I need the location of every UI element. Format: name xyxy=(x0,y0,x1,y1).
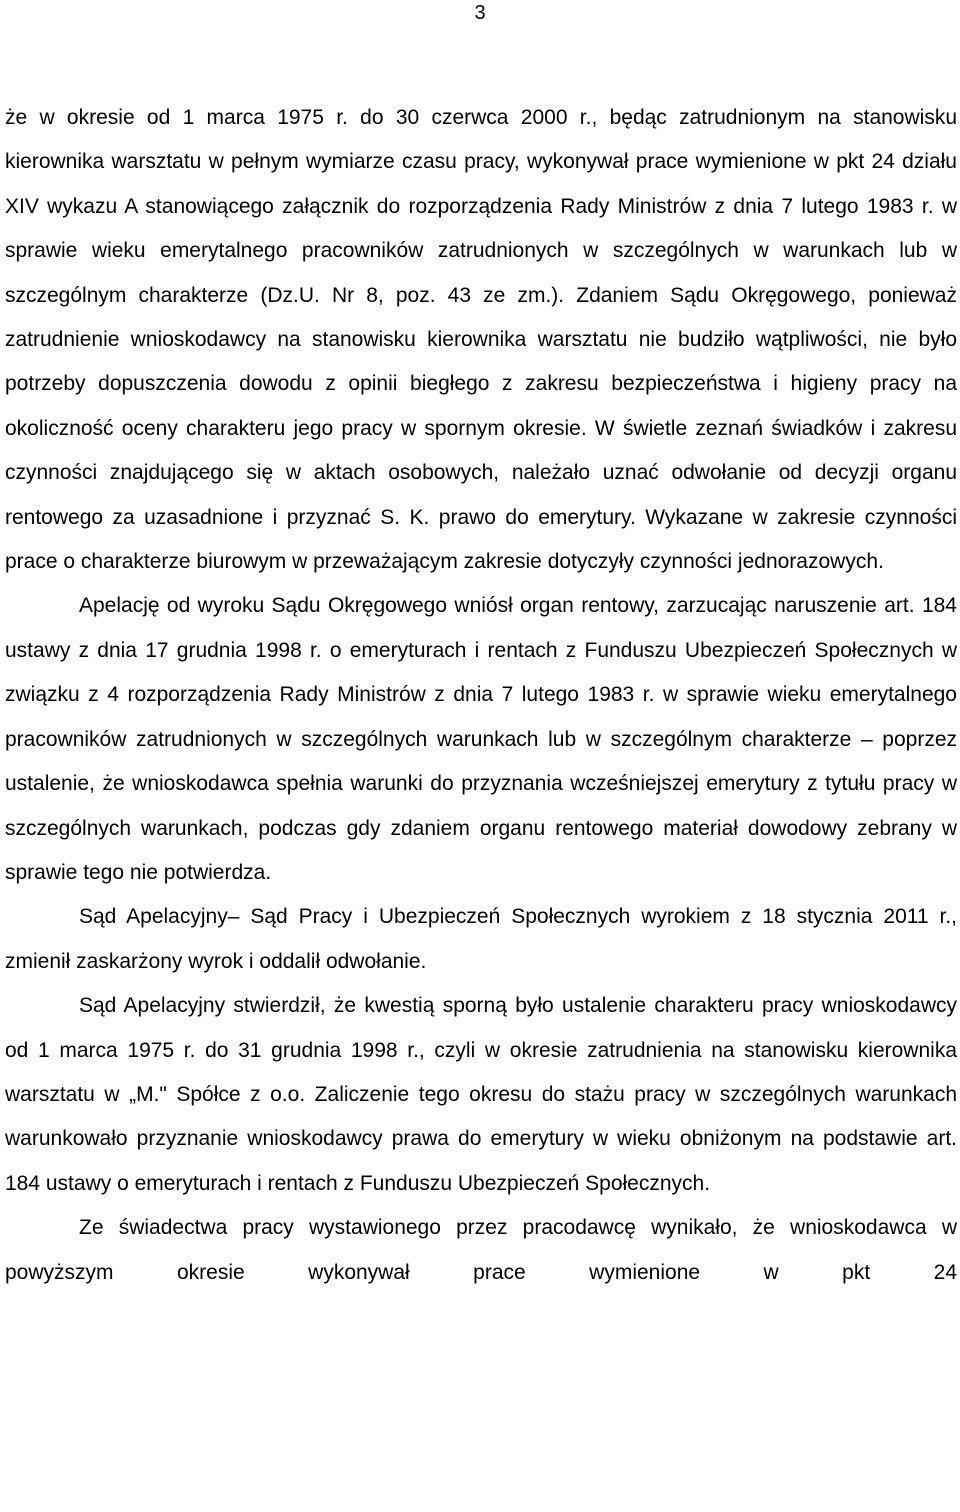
paragraph-3: Sąd Apelacyjny– Sąd Pracy i Ubezpieczeń Społecznych wyrokiem z 18 stycznia 2011 r., zmienił zaskarżony wyrok i oddalił odwołanie. xyxy=(5,905,957,973)
paragraph-5: Ze świadectwa pracy wystawionego przez pracodawcę wynikało, że wnioskodawca w powyższym okresie wykonywał prace wymienione w pkt 24 xyxy=(5,1216,957,1284)
paragraph-4: Sąd Apelacyjny stwierdził, że kwestią sporną było ustalenie charakteru pracy wnioskodawcy od 1 marca 1975 r. do 31 grudnia 1998 r., czyli w okresie zatrudnienia na stanowisku kierownika warsztatu w „M." Spółce z o.o. Zaliczenie tego okresu do stażu pracy w szczególnych warunkach warunkowało przyznanie wnioskodawcy prawa do emerytury w wieku obniżonym na podstawie art. 184 ustawy o emeryturach i rentach z Funduszu Ubezpieczeń Społecznych. xyxy=(5,994,957,1195)
paragraph-2: Apelację od wyroku Sądu Okręgowego wniósł organ rentowy, zarzucając naruszenie art. 184 ustawy z dnia 17 grudnia 1998 r. o emeryturach i rentach z Funduszu Ubezpieczeń Społecznych w związku z 4 rozporządzenia Rady Ministrów z dnia 7 lutego 1983 r. w sprawie wieku emerytalnego pracowników zatrudnionych w szczególnych warunkach lub w szczególnym charakterze – poprzez ustalenie, że wnioskodawca spełnia warunki do przyznania wcześniejszej emerytury z tytułu pracy w szczególnych warunkach, podczas gdy zdaniem organu rentowego materiał dowodowy zebrany w sprawie tego nie potwierdza. xyxy=(5,594,957,884)
page-number: 3 xyxy=(474,2,486,24)
document-body xyxy=(5,96,957,1295)
paragraph-1: że w okresie od 1 marca 1975 r. do 30 czerwca 2000 r., będąc zatrudnionym na stanowisku kierownika warsztatu w pełnym wymiarze czasu pracy, wykonywał prace wymienione w pkt 24 działu XIV wykazu A stanowiącego załącznik do rozporządzenia Rady Ministrów z dnia 7 lutego 1983 r. w sprawie wieku emerytalnego pracowników zatrudnionych w szczególnych w warunkach lub w szczególnym charakterze (Dz.U. Nr 8, poz. 43 ze zm.). Zdaniem Sądu Okręgowego, ponieważ zatrudnienie wnioskodawcy na stanowisku kierownika warsztatu nie budziło wątpliwości, nie było potrzeby dopuszczenia dowodu z opinii biegłego z zakresu bezpieczeństwa i higieny pracy na okoliczność oceny charakteru jego pracy w spornym okresie. W świetle zeznań świadków i zakresu czynności znajdującego się w aktach osobowych, należało uznać odwołanie od decyzji organu rentowego za uzasadnione i przyznać S. K. prawo do emerytury. Wykazane w zakresie czynności prace o charakterze biurowym w przeważającym zakresie dotyczyły czynności jednorazowych. xyxy=(5,106,957,574)
